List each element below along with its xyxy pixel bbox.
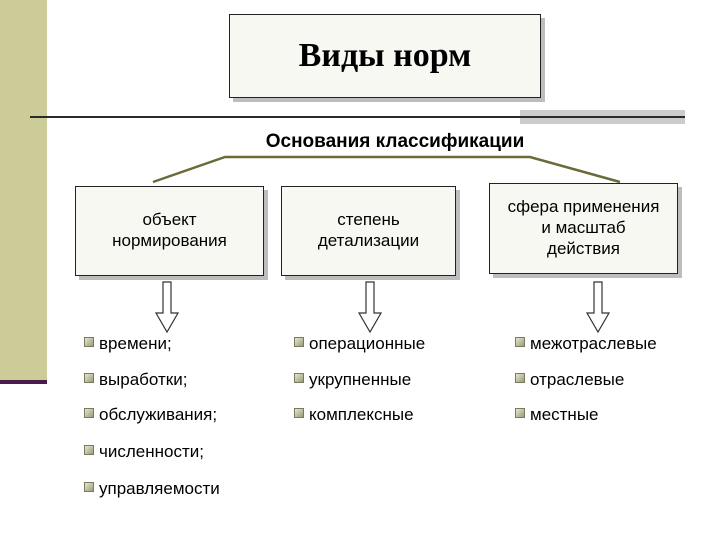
list-item-text: укрупненные <box>309 370 412 389</box>
category-box-object <box>75 186 264 276</box>
bullet-icon <box>515 408 525 418</box>
category-label-scope: сфера применения и масштаб действия <box>507 197 660 258</box>
list-item-text: комплексные <box>309 405 414 424</box>
list-item <box>294 405 414 425</box>
page-title: Виды норм <box>298 37 472 74</box>
down-arrow-3 <box>587 282 609 332</box>
list-item <box>294 334 425 354</box>
bullet-icon <box>294 337 304 347</box>
category-box-scope <box>489 183 678 274</box>
category-box-detail <box>281 186 456 276</box>
bullet-icon <box>294 408 304 418</box>
bullet-icon <box>84 445 94 455</box>
bullet-icon <box>84 373 94 383</box>
list-item-text: местные <box>530 405 599 424</box>
list-item-text: численности; <box>99 442 204 461</box>
list-item-text: отраслевые <box>530 370 625 389</box>
bullet-icon <box>84 482 94 492</box>
list-item <box>515 370 624 390</box>
list-item-text: времени; <box>99 334 172 353</box>
list-item-text: выработки; <box>99 370 188 389</box>
list-item-text: обслуживания; <box>99 405 218 424</box>
list-item-text: операционные <box>309 334 426 353</box>
list-item <box>515 334 657 354</box>
bracket-connector <box>153 157 620 182</box>
list-item-text: управляемости <box>99 479 220 498</box>
list-item <box>84 479 220 499</box>
category-label-object: объект нормирования <box>112 210 227 250</box>
list-item <box>515 405 599 425</box>
list-item <box>84 334 172 354</box>
bullet-icon <box>84 408 94 418</box>
category-label-detail: степень детализации <box>317 210 420 250</box>
bullet-icon <box>294 373 304 383</box>
list-item <box>294 370 411 390</box>
bullet-icon <box>515 373 525 383</box>
list-item <box>84 370 187 390</box>
down-arrow-1 <box>156 282 178 332</box>
down-arrow-2 <box>359 282 381 332</box>
bullet-icon <box>515 337 525 347</box>
list-item-text: межотраслевые <box>530 334 657 353</box>
classification-basis-label: Основания классификации <box>265 131 525 152</box>
bullet-icon <box>84 337 94 347</box>
list-item <box>84 405 217 425</box>
list-item <box>84 442 204 462</box>
